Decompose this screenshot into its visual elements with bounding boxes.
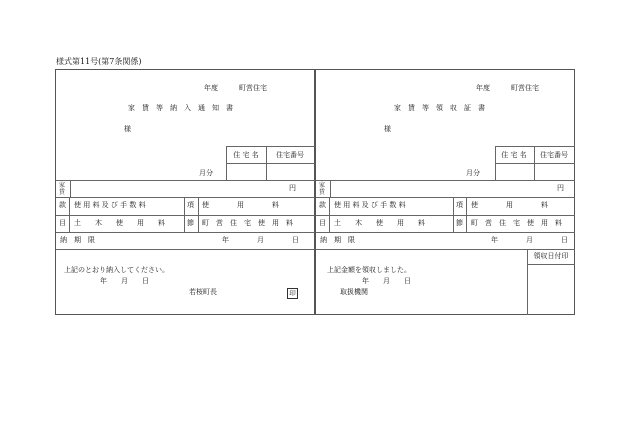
receipt-label-moku: 目 [319,219,326,227]
month-label: 月分 [199,169,213,177]
row-kou: 使 用 料 [202,201,279,209]
receipt-month-label: 月分 [466,169,480,177]
handler-label: 取扱機関 [340,288,368,296]
payment-notice-panel [55,69,315,315]
housing-name-header: 住 宅 名 [233,151,259,159]
receipt-title: 家 賃 等 領 収 証 書 [394,104,485,112]
label-moku: 目 [59,219,66,227]
housing-number-header: 住宅番号 [276,151,304,159]
receipt-row-kou: 使 用 料 [471,201,548,209]
deadline-label: 納 期 限 [60,236,95,244]
label-setsu: 節 [187,219,194,227]
receipt-row-setsu: 町 営 住 宅 使 用 料 [471,219,562,227]
seal-stamp: 印 [287,288,298,299]
label-kou: 項 [187,201,194,209]
receipt-rent-label: 家賃 [319,182,326,196]
receipt-panel [315,69,575,315]
notice-message: 上記のとおり納入してください。 [64,266,169,274]
receipt-housing-name-header: 住 宅 名 [501,151,527,159]
rent-yen: 円 [289,184,296,192]
label-kan: 款 [59,201,66,209]
receipt-label-kou: 項 [456,201,463,209]
receipt-rent-yen: 円 [557,184,564,192]
notice-addressee: 様 [124,125,131,133]
notice-title: 家 賃 等 納 入 通 知 書 [128,104,233,112]
row-setsu: 町 営 住 宅 使 用 料 [202,219,293,227]
form-number: 様式第11号(第7条関係) [56,57,142,66]
receipt-row-moku: 土 木 使 用 料 [334,219,425,227]
receipt-deadline-label: 納 期 限 [320,236,355,244]
receipt-deadline-date: 年 月 日 [491,236,568,244]
notice-message-date: 年 月 日 [100,277,149,285]
receipt-row-kan: 使 用 料 及 び 手 数 料 [334,201,406,209]
receipt-header: 年度 町営住宅 [476,84,539,92]
receipt-label-kan: 款 [319,201,326,209]
row-moku: 土 木 使 用 料 [74,219,165,227]
receipt-message-date: 年 月 日 [362,277,411,285]
receipt-housing-number-header: 住宅番号 [540,151,568,159]
receipt-addressee: 様 [384,125,391,133]
receipt-stamp-label: 領収日付印 [533,252,569,260]
notice-header: 年度 町営住宅 [204,84,267,92]
row-kan: 使 用 料 及 び 手 数 料 [74,201,146,209]
receipt-message: 上記金額を領収しました。 [327,266,411,274]
rent-label: 家賃 [59,182,66,196]
issuer-name: 若桜町長 [189,288,217,296]
deadline-date: 年 月 日 [222,236,299,244]
receipt-label-setsu: 節 [456,219,463,227]
